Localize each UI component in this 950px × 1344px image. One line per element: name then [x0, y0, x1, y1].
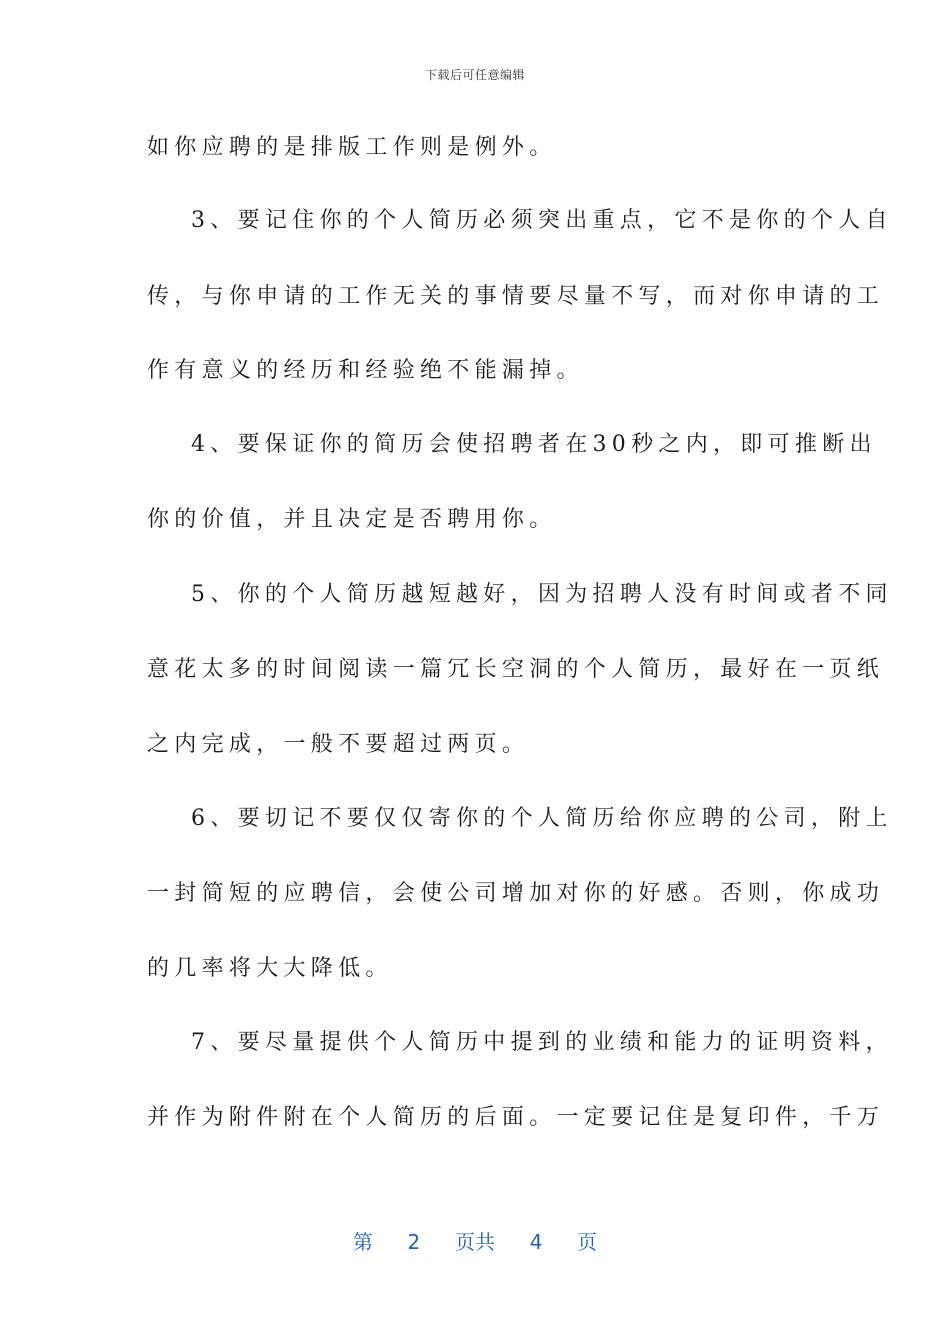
footer-prefix: 第 — [352, 1230, 373, 1254]
body-line-10: 6、要切记不要仅仅寄你的个人简历给你应聘的公司，附上 — [191, 806, 893, 831]
body-line-1: 如你应聘的是排版工作则是例外。 — [147, 135, 557, 160]
header-note: 下载后可任意编辑 — [424, 68, 525, 82]
body-line-5: 4、要保证你的简历会使招聘者在30秒之内，即可推断出 — [191, 432, 877, 457]
body-line-4: 作有意义的经历和经验绝不能漏掉。 — [147, 358, 584, 383]
body-line-12: 的几率将大大降低。 — [147, 956, 393, 981]
body-line-13: 7、要尽量提供个人简历中提到的业绩和能力的证明资料， — [191, 1030, 893, 1055]
footer-suffix: 页 — [577, 1230, 598, 1254]
body-line-3: 传，与你申请的工作无关的事情要尽量不写，而对你申请的工 — [147, 284, 885, 309]
footer-page-number: 2 — [407, 1230, 421, 1254]
body-line-2: 3、要记住你的个人简历必须突出重点，它不是你的个人自 — [191, 208, 893, 233]
body-line-9: 之内完成，一般不要超过两页。 — [147, 732, 530, 757]
footer-middle: 页共 — [455, 1230, 495, 1254]
body-line-11: 一封简短的应聘信，会使公司增加对你的好感。否则，你成功 — [147, 881, 885, 906]
footer-total-pages: 4 — [529, 1230, 543, 1254]
body-line-8: 意花太多的时间阅读一篇冗长空洞的个人简历，最好在一页纸 — [147, 657, 885, 682]
page-footer — [0, 1226, 950, 1255]
body-line-14: 并作为附件附在个人简历的后面。一定要记住是复印件，千万 — [147, 1105, 885, 1130]
body-line-7: 5、你的个人简历越短越好，因为招聘人没有时间或者不同 — [191, 582, 893, 607]
body-line-6: 你的价值，并且决定是否聘用你。 — [147, 507, 557, 532]
